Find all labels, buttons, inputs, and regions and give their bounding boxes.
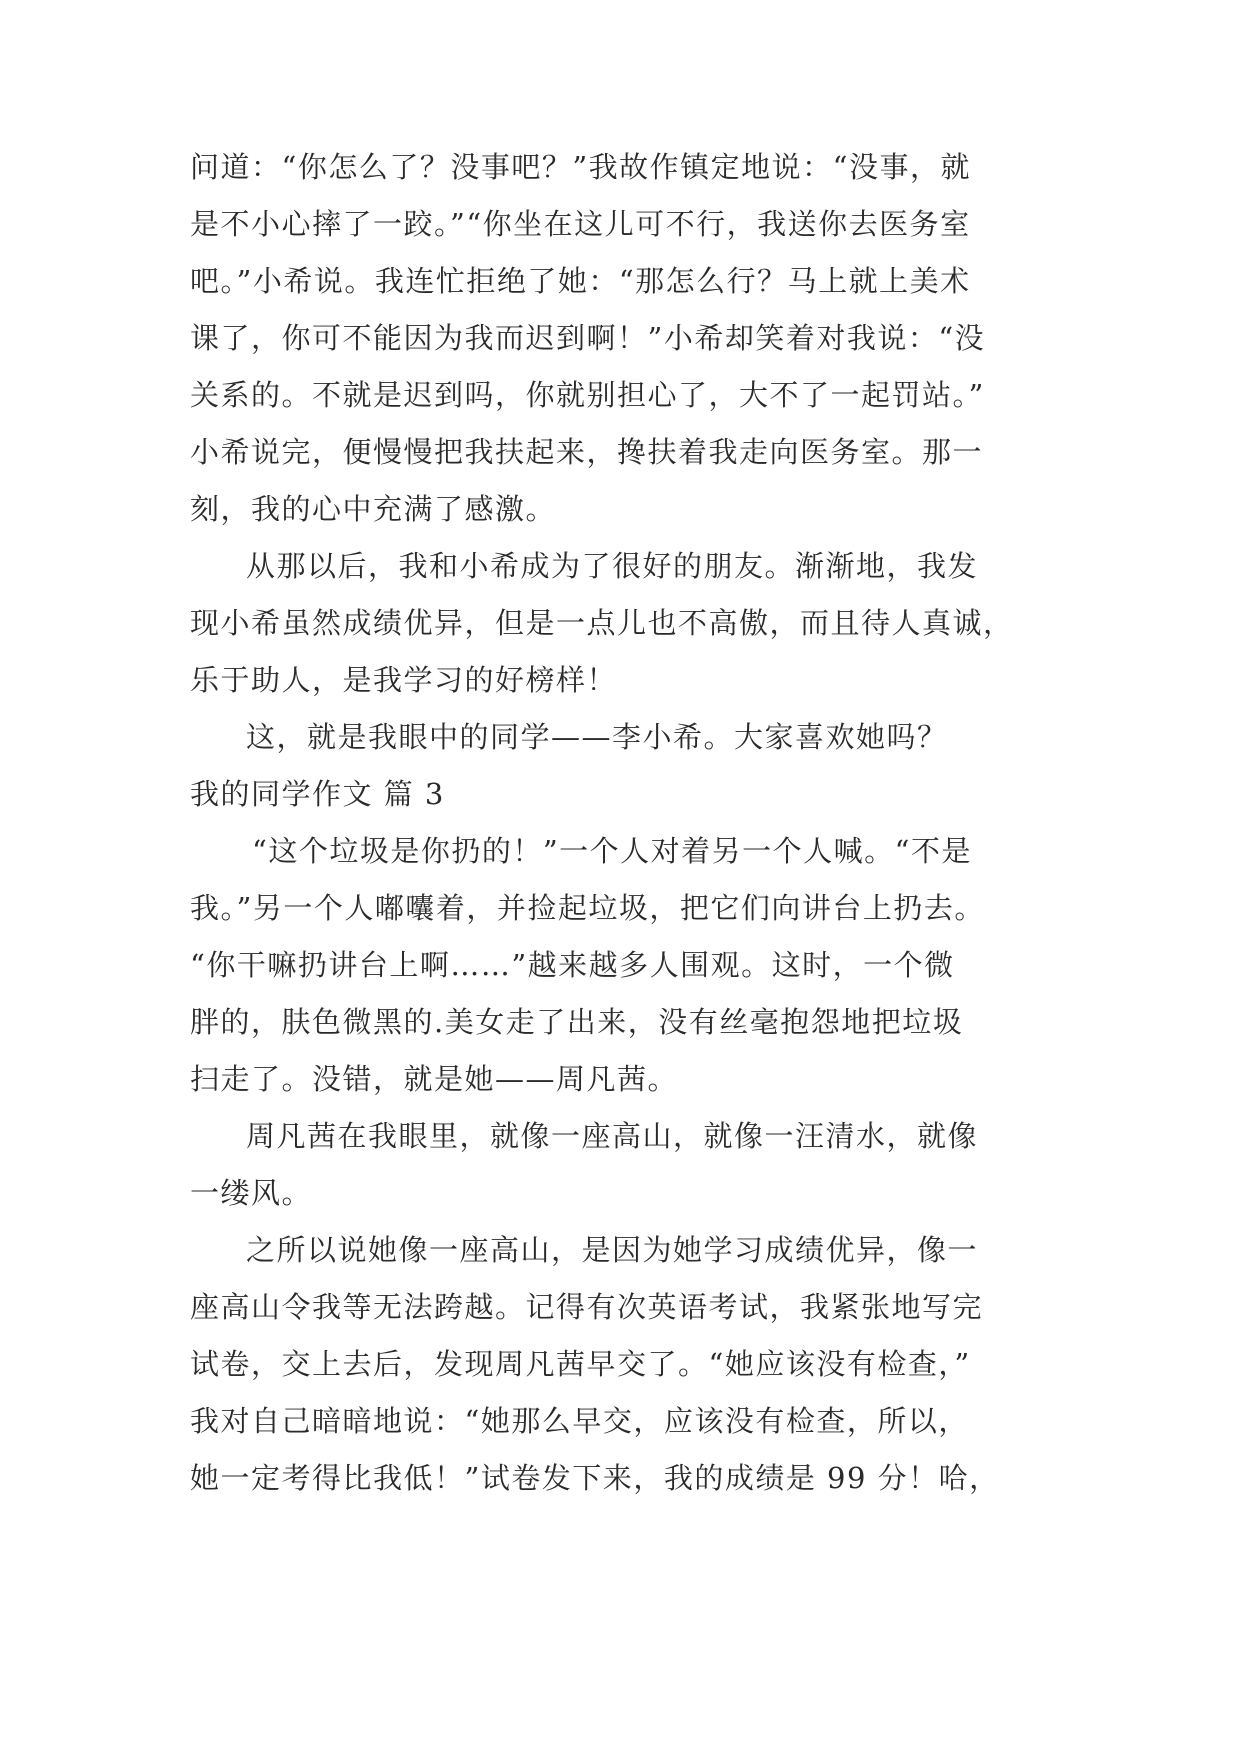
- section-heading: 我的同学作文 篇 3: [190, 777, 445, 811]
- text-line: “你干嘛扔讲台上啊……”越来越多人围观。这时，一个微: [190, 948, 955, 982]
- text-line: 乐于助人，是我学习的好榜样！: [190, 663, 618, 697]
- text-line: 胖的，肤色微黑的.美女走了出来，没有丝毫抱怨地把垃圾: [190, 1005, 964, 1039]
- text-line: 我对自己暗暗地说：“她那么早交，应该没有检查，所以，: [190, 1404, 969, 1438]
- paragraph-start-line: 周凡茜在我眼里，就像一座高山，就像一汪清水，就像: [246, 1119, 979, 1153]
- text-line: 问道：“你怎么了？没事吧？”我故作镇定地说：“没事，就: [190, 150, 971, 184]
- text-line: 关系的。不就是迟到吗，你就别担心了，大不了一起罚站。”: [190, 378, 985, 412]
- text-line: 是不小心摔了一跤。”“你坐在这儿可不行，我送你去医务室: [190, 207, 971, 241]
- text-line: 扫走了。没错，就是她——周凡茜。: [190, 1062, 679, 1096]
- paragraph-start-line: 之所以说她像一座高山，是因为她学习成绩优异，像一: [246, 1233, 979, 1267]
- text-line: 刻，我的心中充满了感激。: [190, 492, 557, 526]
- text-line: 课了，你可不能因为我而迟到啊！”小希却笑着对我说：“没: [190, 321, 986, 355]
- text-line: 我。”另一个人嘟囔着，并捡起垃圾，把它们向讲台上扔去。: [190, 891, 985, 925]
- text-line: 小希说完，便慢慢把我扶起来，搀扶着我走向医务室。那一: [190, 435, 984, 469]
- paragraph-start-line: 这，就是我眼中的同学——李小希。大家喜欢她吗？: [246, 720, 948, 754]
- text-line: 一缕风。: [190, 1176, 313, 1210]
- text-line: 现小希虽然成绩优异，但是一点儿也不高傲，而且待人真诚，: [190, 606, 1014, 640]
- text-line: 试卷，交上去后，发现周凡茜早交了。“她应该没有检查，”: [190, 1347, 971, 1381]
- text-line: 她一定考得比我低！”试卷发下来，我的成绩是 99 分！哈，: [190, 1461, 1000, 1495]
- paragraph-start-line: 从那以后，我和小希成为了很好的朋友。渐渐地，我发: [246, 549, 979, 583]
- text-line: 座高山令我等无法跨越。记得有次英语考试，我紧张地写完: [190, 1290, 984, 1324]
- paragraph-start-line: “这个垃圾是你扔的！”一个人对着另一个人喊。“不是: [252, 834, 972, 868]
- text-line: 吧。”小希说。我连忙拒绝了她：“那怎么行？马上就上美术: [190, 264, 971, 298]
